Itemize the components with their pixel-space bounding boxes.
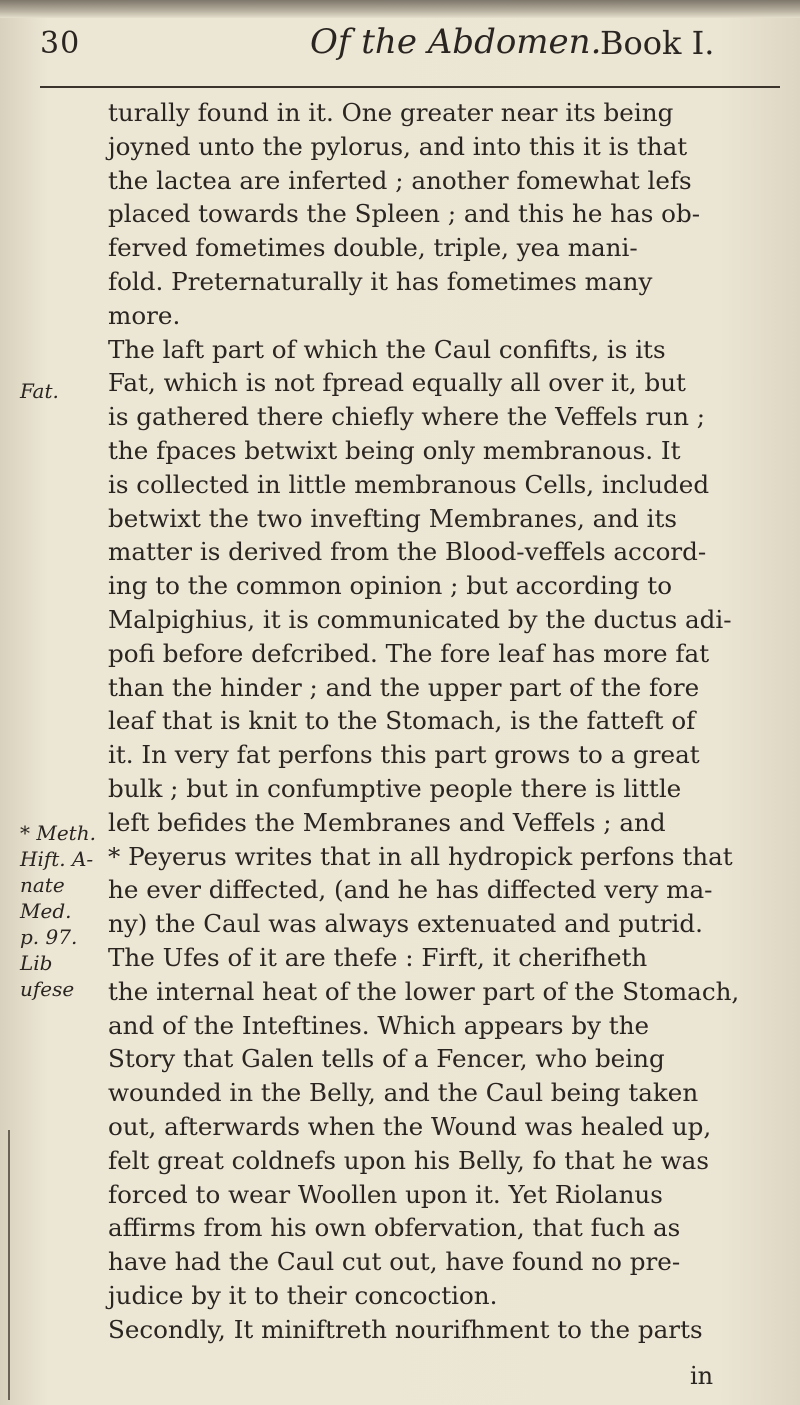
text-line: turally found in it. One greater near its being [108, 98, 674, 127]
text-line: ferved fometimes double, triple, yea mani- [108, 233, 638, 263]
text-line: * Peyerus writes that in all hydropick perfons that [108, 841, 733, 871]
text-line: Malpighius, it is communicated by the ductus adi- [108, 604, 732, 634]
margin-note-line: * Meth. [20, 821, 96, 845]
text-line: fold. Preternaturally it has fometimes many [108, 266, 653, 296]
text-line: pofi before defcribed. The fore leaf has more fat [108, 638, 710, 668]
text-line: than the hinder ; and the upper part of the fore [108, 672, 700, 702]
text-line: matter is derived from the Blood-veffels accord- [108, 537, 707, 567]
text-line: The laft part of which the Caul confifts, is its [108, 334, 666, 364]
page-header [0, 18, 800, 70]
catchword: in [690, 1362, 714, 1390]
text-line: Fat, which is not fpread equally all over it, but [108, 368, 686, 398]
text-line: ing to the common opinion ; but according to [108, 571, 672, 601]
text-line: is collected in little membranous Cells, included [108, 469, 710, 499]
margin-note-reference [20, 820, 100, 1002]
text-line: judice by it to their concoction. [108, 1280, 498, 1310]
text-line: bulk ; but in confumptive people there is little [108, 773, 682, 803]
text-line: and of the Inteftines. Which appears by the [108, 1010, 650, 1040]
text-line: he ever diffected, (and he has diffected very ma- [108, 875, 713, 905]
text-line: Secondly, It miniftreth nourifhment to the parts [108, 1314, 703, 1344]
page-edge-shadow [8, 1130, 10, 1400]
text-line: The Ufes of it are thefe : Firft, it cherifheth [108, 942, 648, 972]
text-line: out, afterwards when the Wound was healed up, [108, 1111, 712, 1141]
text-line: betwixt the two invefting Membranes, and its [108, 503, 678, 533]
text-line: have had the Caul cut out, have found no pre- [108, 1247, 681, 1277]
text-line: Story that Galen tells of a Fencer, who being [108, 1044, 665, 1074]
margin-note-fat: Fat. [20, 379, 59, 403]
text-line: wounded in the Belly, and the Caul being taken [108, 1078, 699, 1108]
margin-note-line: Lib ufese [20, 951, 75, 1001]
body-text [108, 96, 772, 1346]
text-line: ny) the Caul was always extenuated and putrid. [108, 909, 703, 939]
running-title: Of the Abdomen. [310, 22, 602, 62]
margin-note-line: p. 97. [20, 925, 78, 949]
text-line: felt great coldnefs upon his Belly, fo that he was [108, 1145, 709, 1175]
text-line: affirms from his own obfervation, that fuch as [108, 1213, 681, 1243]
text-line: leaf that is knit to the Stomach, is the fatteft of [108, 706, 696, 736]
book-label: Book I. [600, 24, 715, 62]
margin-note-line: Hift. A- [20, 847, 94, 871]
text-line: the fpaces betwixt being only membranous. It [108, 435, 681, 465]
text-line: the internal heat of the lower part of the Stomach, [108, 976, 740, 1006]
text-line: it. In very fat perfons this part grows to a great [108, 740, 700, 770]
text-line: forced to wear Woollen upon it. Yet Riolanus [108, 1179, 663, 1209]
page-top-edge [0, 0, 800, 18]
header-rule [40, 86, 780, 88]
margin-note-line: nate Med. [20, 873, 72, 923]
text-line: joyned unto the pylorus, and into this it is that [108, 131, 688, 161]
text-line: the lactea are inferted ; another fomewhat lefs [108, 165, 692, 195]
page-number: 30 [40, 26, 81, 61]
text-line: is gathered there chiefly where the Veffels run ; [108, 402, 706, 432]
text-line: placed towards the Spleen ; and this he has ob- [108, 199, 701, 229]
text-line: more. [108, 300, 181, 330]
text-line: left befides the Membranes and Veffels ; and [108, 807, 666, 837]
